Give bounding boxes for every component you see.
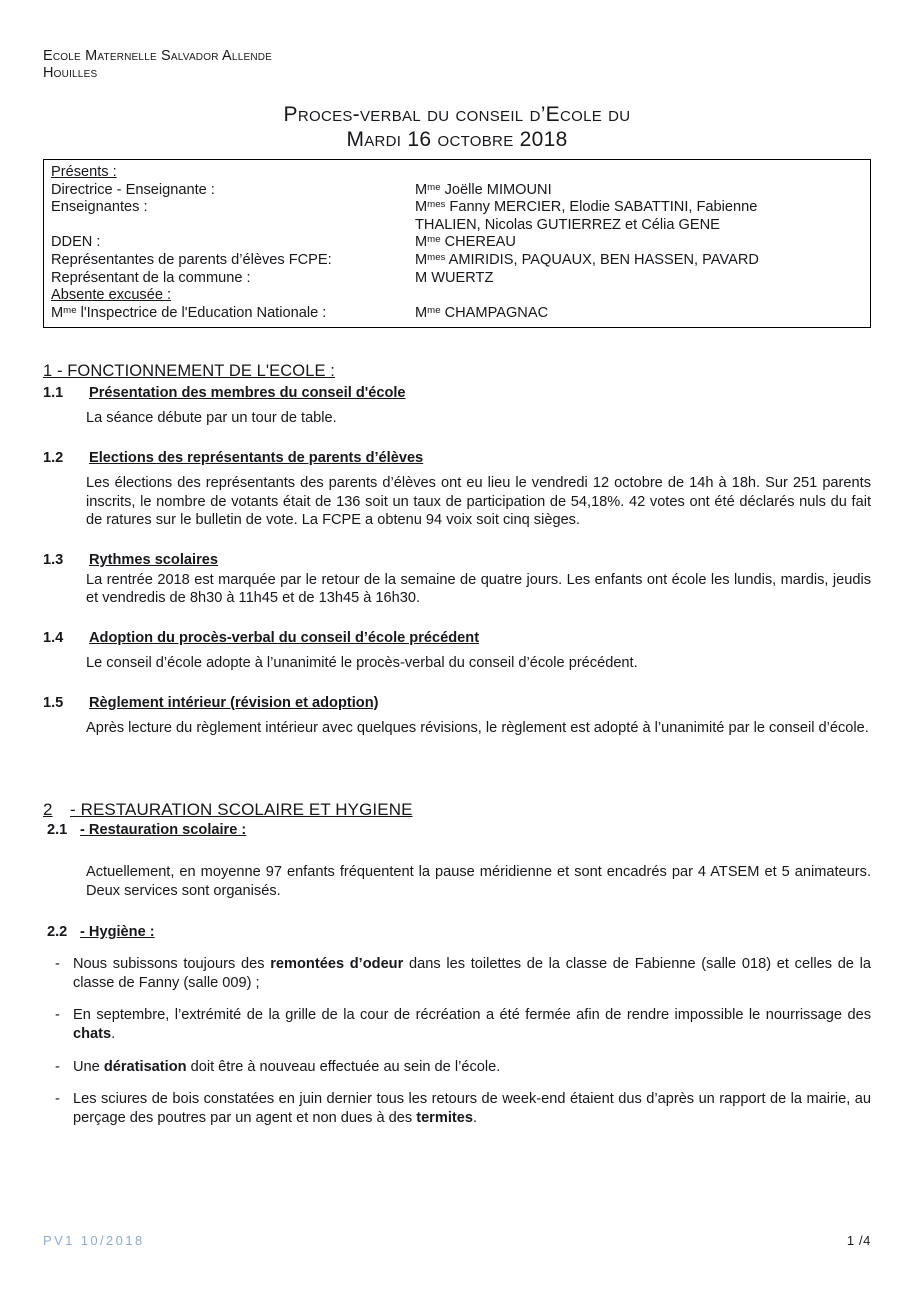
spacer bbox=[43, 900, 871, 922]
section-2 bbox=[43, 799, 871, 1127]
attendees-present-heading-row bbox=[51, 164, 864, 182]
subsection-1-4-heading: 1.4 Adoption du procès-verbal du conseil d’école précédent bbox=[43, 629, 480, 646]
attendee-value: $M^{me}$ Joëlle MIMOUNI bbox=[415, 181, 552, 198]
attendee-value: $M^{mes}$ Fanny MERCIER, Elodie SABATTINI, Fabienne bbox=[415, 199, 758, 216]
list-item bbox=[43, 1090, 871, 1127]
attendee-row-commune bbox=[51, 270, 864, 288]
footer-reference: PV1 10/2018 bbox=[43, 1233, 145, 1248]
attendee-value: THALIEN, Nicolas GUTIERREZ et Célia GENE bbox=[415, 216, 720, 233]
subsection-2-1-body: Actuellement, en moyenne 97 enfants fréquentent la pause méridienne et sont encadrés par 4 ATSEM et 5 animateurs. Deux services sont organisés. bbox=[86, 864, 871, 899]
letterhead-city: Houilles bbox=[43, 64, 98, 81]
list-item-text: Les sciures de bois constatées en juin dernier tous les retours de week-end étaient dus d’après un rapport de la mairie, au perçage des poutres par un agent et non dues à des termites. bbox=[73, 1091, 871, 1126]
subsection-1-1-heading: 1.1 Présentation des membres du conseil d'école bbox=[43, 385, 406, 402]
subsection-1-1-body: La séance débute par un tour de table. bbox=[86, 410, 337, 427]
attendee-label: Directrice - Enseignante : bbox=[51, 181, 215, 198]
list-item-text: Une dératisation doit être à nouveau effectuée au sein de l’école. bbox=[73, 1058, 501, 1075]
list-item-text: Nous subissons toujours des remontées d’odeur dans les toilettes de la classe de Fabienne (salle 018) et celles de la classe de Fanny (salle 009) ; bbox=[73, 956, 871, 991]
subsection-1-2-heading: 1.2 Elections des représentants de parents d’élèves bbox=[43, 449, 424, 466]
subsection-1-5-body: Après lecture du règlement intérieur avec quelques révisions, le règlement est adopté à l’unanimité par le conseil d’école. bbox=[86, 719, 869, 736]
subsection-2-2-heading: 2.2 - Hygiène : bbox=[47, 924, 155, 941]
subsection-1-4-body: Le conseil d’école adopte à l’unanimité le procès-verbal du conseil d’école précédent. bbox=[86, 654, 638, 671]
attendees-box bbox=[43, 159, 871, 328]
subsection-2-1-heading: 2.1 - Restauration scolaire : bbox=[47, 822, 247, 839]
section-1 bbox=[43, 361, 871, 737]
page-footer bbox=[43, 1233, 871, 1248]
list-item bbox=[43, 955, 871, 992]
attendees-absent-heading: Absente excusée : bbox=[51, 287, 172, 304]
attendee-row-directrice bbox=[51, 182, 864, 200]
bullet-marker: - bbox=[55, 1058, 60, 1075]
page-title-line2: Mardi 16 octobre 2018 bbox=[346, 128, 568, 151]
footer-page-number: 1 /4 bbox=[846, 1233, 871, 1248]
attendee-row-inspectrice bbox=[51, 305, 864, 323]
attendee-value: M WUERTZ bbox=[415, 269, 494, 286]
list-item bbox=[43, 1058, 871, 1077]
letterhead bbox=[43, 0, 871, 81]
attendee-row-enseignantes bbox=[51, 199, 864, 217]
attendees-present-heading: Présents : bbox=[51, 164, 117, 180]
list-item-text: En septembre, l’extrémité de la grille de la cour de récréation a été fermée afin de rendre impossible le nourrissage des chats. bbox=[73, 1007, 871, 1043]
spacer bbox=[43, 428, 871, 446]
subsection-1-5-heading: 1.5 Règlement intérieur (révision et adoption) bbox=[43, 694, 379, 711]
section-2-heading: 2 - RESTAURATION SCOLAIRE ET HYGIENE bbox=[43, 800, 413, 820]
attendee-label: Représentantes de parents d’élèves FCPE: bbox=[51, 251, 332, 268]
subsection-1-3-heading: 1.3 Rythmes scolaires bbox=[43, 551, 218, 568]
list-item bbox=[43, 1006, 871, 1043]
section-1-heading: 1 - FONCTIONNEMENT DE L'ECOLE : bbox=[43, 362, 335, 381]
spacer bbox=[43, 608, 871, 626]
letterhead-school-name: Ecole Maternelle Salvador Allende bbox=[43, 48, 273, 64]
subsection-1-3-body: La rentrée 2018 est marquée par le retour de la semaine de quatre jours. Les enfants ont école les lundis, mardis, jeudis et vendredis de 8h30 à 11h45 et de 13h45 à 16h30. bbox=[86, 571, 871, 607]
bullet-marker: - bbox=[55, 956, 60, 973]
attendee-value: $M^{me}$ CHAMPAGNAC bbox=[415, 304, 549, 321]
page-title-line1: Proces-verbal du conseil d’Ecole du bbox=[283, 103, 631, 126]
spacer bbox=[43, 673, 871, 691]
subsection-1-2-body: Les élections des représentants des parents d’élèves ont eu lieu le vendredi 12 octobre de 14h à 18h. Sur 251 parents inscrits, le nombre de votants était de 136 soit un taux de participation de 54,18%. 42 votes ont été déclarés nuls du fait de ratures sur le bulletin de vote. La FCPE a obtenu 94 voix soit cinq sièges. bbox=[86, 474, 871, 529]
attendee-label: DDEN : bbox=[51, 234, 101, 251]
bullet-marker: - bbox=[55, 1007, 60, 1024]
attendee-label: Enseignantes : bbox=[51, 199, 148, 216]
attendee-label: $M^{me}$ l'Inspectrice de l'Education Nationale : bbox=[51, 304, 327, 321]
attendee-row-fcpe bbox=[51, 252, 864, 270]
spacer bbox=[43, 530, 871, 548]
attendee-row-enseignantes-cont bbox=[51, 217, 864, 235]
page-title bbox=[43, 102, 871, 152]
attendee-label: Représentant de la commune : bbox=[51, 269, 251, 286]
attendee-value: $M^{me}$ CHEREAU bbox=[415, 234, 516, 251]
attendee-value: $M^{mes}$ AMIRIDIS, PAQUAUX, BEN HASSEN, PAVARD bbox=[415, 251, 759, 268]
bullet-marker: - bbox=[55, 1091, 60, 1108]
attendees-absent-heading-row bbox=[51, 287, 864, 305]
attendee-row-dden bbox=[51, 234, 864, 252]
